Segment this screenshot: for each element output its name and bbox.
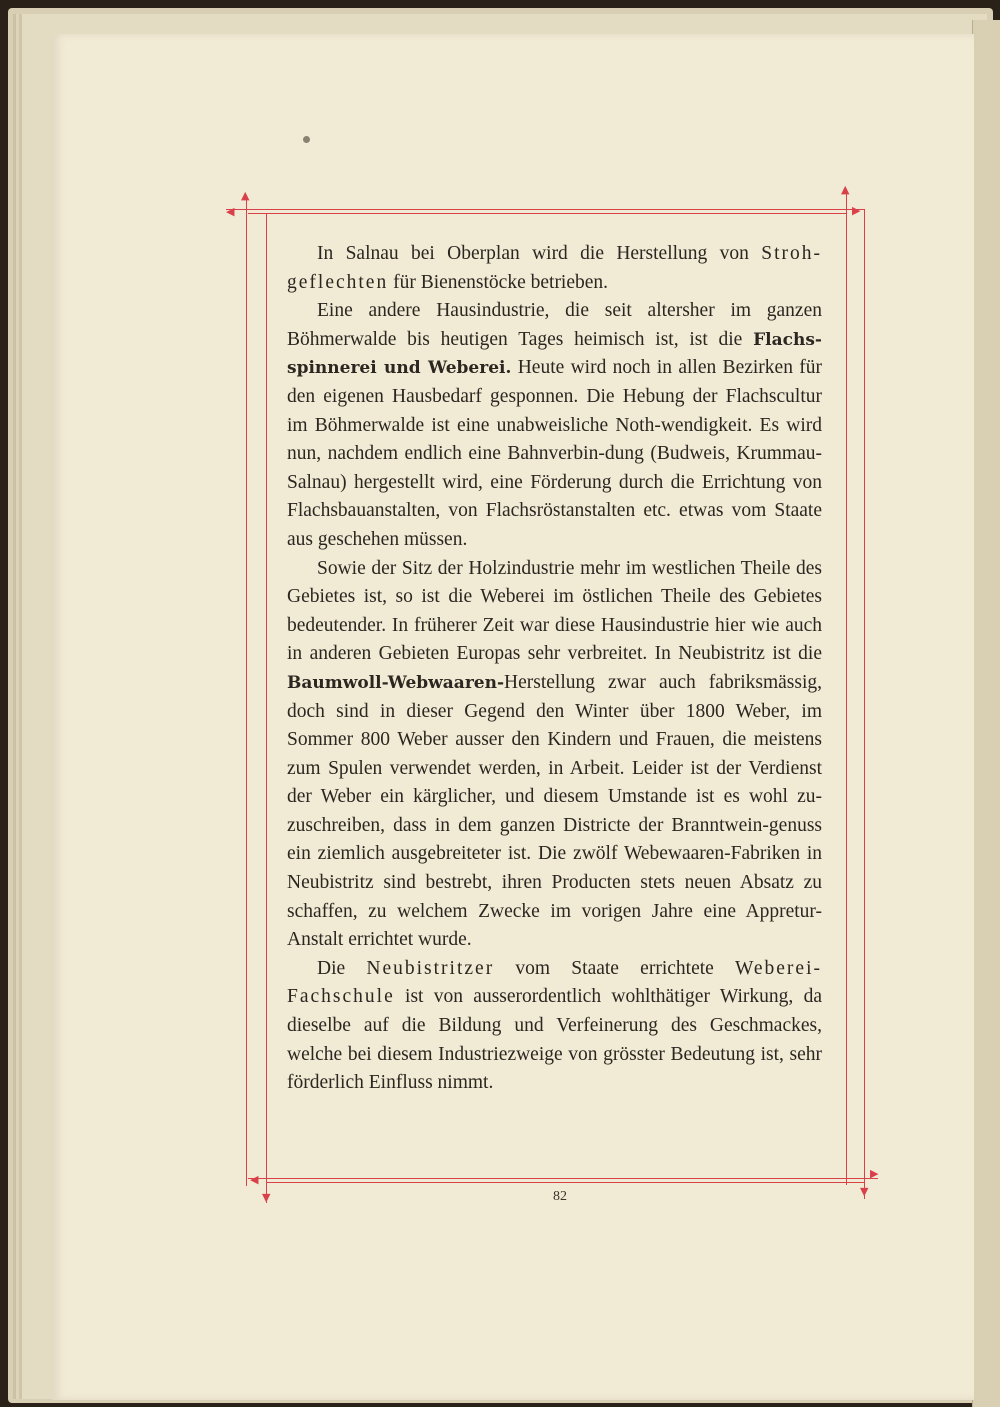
paragraph bbox=[287, 555, 822, 955]
ink-dot bbox=[303, 136, 310, 143]
frame-arrow-top-left-icon: ▲ bbox=[241, 189, 250, 202]
page-number: 82 bbox=[553, 1189, 567, 1204]
text-run: Die bbox=[317, 957, 367, 979]
paragraph bbox=[287, 297, 822, 554]
right-page-edge bbox=[972, 20, 1000, 1407]
frame-rule-top bbox=[226, 209, 864, 210]
paragraph bbox=[287, 240, 822, 297]
text-run: für Bienenstöcke betrieben. bbox=[388, 271, 609, 293]
frame-arrow-right-bottom-icon: ▶ bbox=[870, 1167, 879, 1180]
text-run: Neubistritzer bbox=[366, 957, 495, 979]
text-run: Eine andere Hausindustrie, die seit altersher im ganzen Böhmerwalde bis heutigen Tages heimisch ist, ist die bbox=[287, 300, 822, 350]
text-run: In Salnau bei Oberplan wird die Herstellung von bbox=[317, 243, 762, 264]
frame-arrow-left-bottom-icon: ◀ bbox=[250, 1173, 259, 1186]
text-run: ist von ausserordentlich wohlthätiger Wirkung, da dieselbe auf die Bildung und Verfeinerung des Geschmackes, welche bei diesem Industriezweige von grösster Bedeutung ist, sehr förderlich Einfluss nimmt. bbox=[287, 986, 822, 1094]
frame-rule-top-inner bbox=[248, 213, 846, 214]
text-run: Baumwoll-Webwaaren- bbox=[287, 672, 505, 693]
frame-arrow-top-right-icon: ▲ bbox=[841, 183, 850, 196]
text-run: vom Staate errichtete bbox=[494, 957, 736, 979]
frame-rule-left bbox=[246, 196, 247, 1186]
text-run: Sowie der Sitz der Holzindustrie mehr im westlichen Theile des Gebietes ist, so ist die Weberei im östlichen Theile des Gebietes bedeutender. In früherer Zeit war diese Hausindustrie hier wie auch in anderen Gebieten Europas sehr verbreitet. In Neubistritz ist die bbox=[287, 557, 822, 665]
paragraph bbox=[287, 955, 822, 1098]
frame-arrow-bottom-right-icon: ▼ bbox=[860, 1185, 869, 1198]
text-run: Stroh-geflechten bbox=[287, 243, 822, 293]
text-run: Heute wird noch in allen Bezirken für den eigenen Hausbedarf gesponnen. Die Hebung der Flachscultur im Böhmerwalde ist eine unabweisliche Noth-wendigkeit. Es wird nun, nachdem endlich eine Bahnverbin-dung (Budweis, Krummau-Salnau) hergestellt wird, eine Förderung durch die Errichtung von Flachsbauanstalten, von Flachsröstanstalten etc. etwas vom Staate aus geschehen müssen. bbox=[287, 357, 822, 550]
frame-rule-left-inner bbox=[266, 213, 267, 1203]
frame-arrow-right-top-icon: ▶ bbox=[852, 204, 861, 217]
text-run: Weberei-Fachschule bbox=[287, 957, 822, 1008]
body-text bbox=[287, 240, 822, 1098]
text-run: Herstellung zwar auch fabriksmässig, doch sind in dieser Gegend den Winter über 1800 Weber, im Sommer 800 Weber ausser den Kindern und Frauen, die meistens zum Spulen verwendet werden, in Arbeit. Leider ist der Verdienst der Weber ein kärglicher, und diesem Umstande ist es wohl zu-zuschreiben, dass in dem ganzen Districte der Branntwein-genuss ein ziemlich ausgebreiteter ist. Die zwölf Webewaaren-Fabriken in Neubistritz sind bestrebt, ihren Producten stets neuen Absatz zu schaffen, zu welchem Zwecke im vorigen Jahre eine Appretur-Anstalt errichtet wurde. bbox=[287, 671, 822, 951]
frame-arrow-bottom-left-icon: ▼ bbox=[262, 1191, 271, 1204]
frame-arrow-left-top-icon: ◀ bbox=[226, 205, 235, 218]
frame-rule-bottom-inner bbox=[266, 1182, 864, 1183]
frame-rule-right bbox=[846, 190, 847, 1185]
frame-rule-right-inner bbox=[864, 209, 865, 1199]
text-run: Flachs-spinnerei und Weberei. bbox=[287, 329, 822, 379]
frame-rule-bottom bbox=[248, 1178, 878, 1179]
